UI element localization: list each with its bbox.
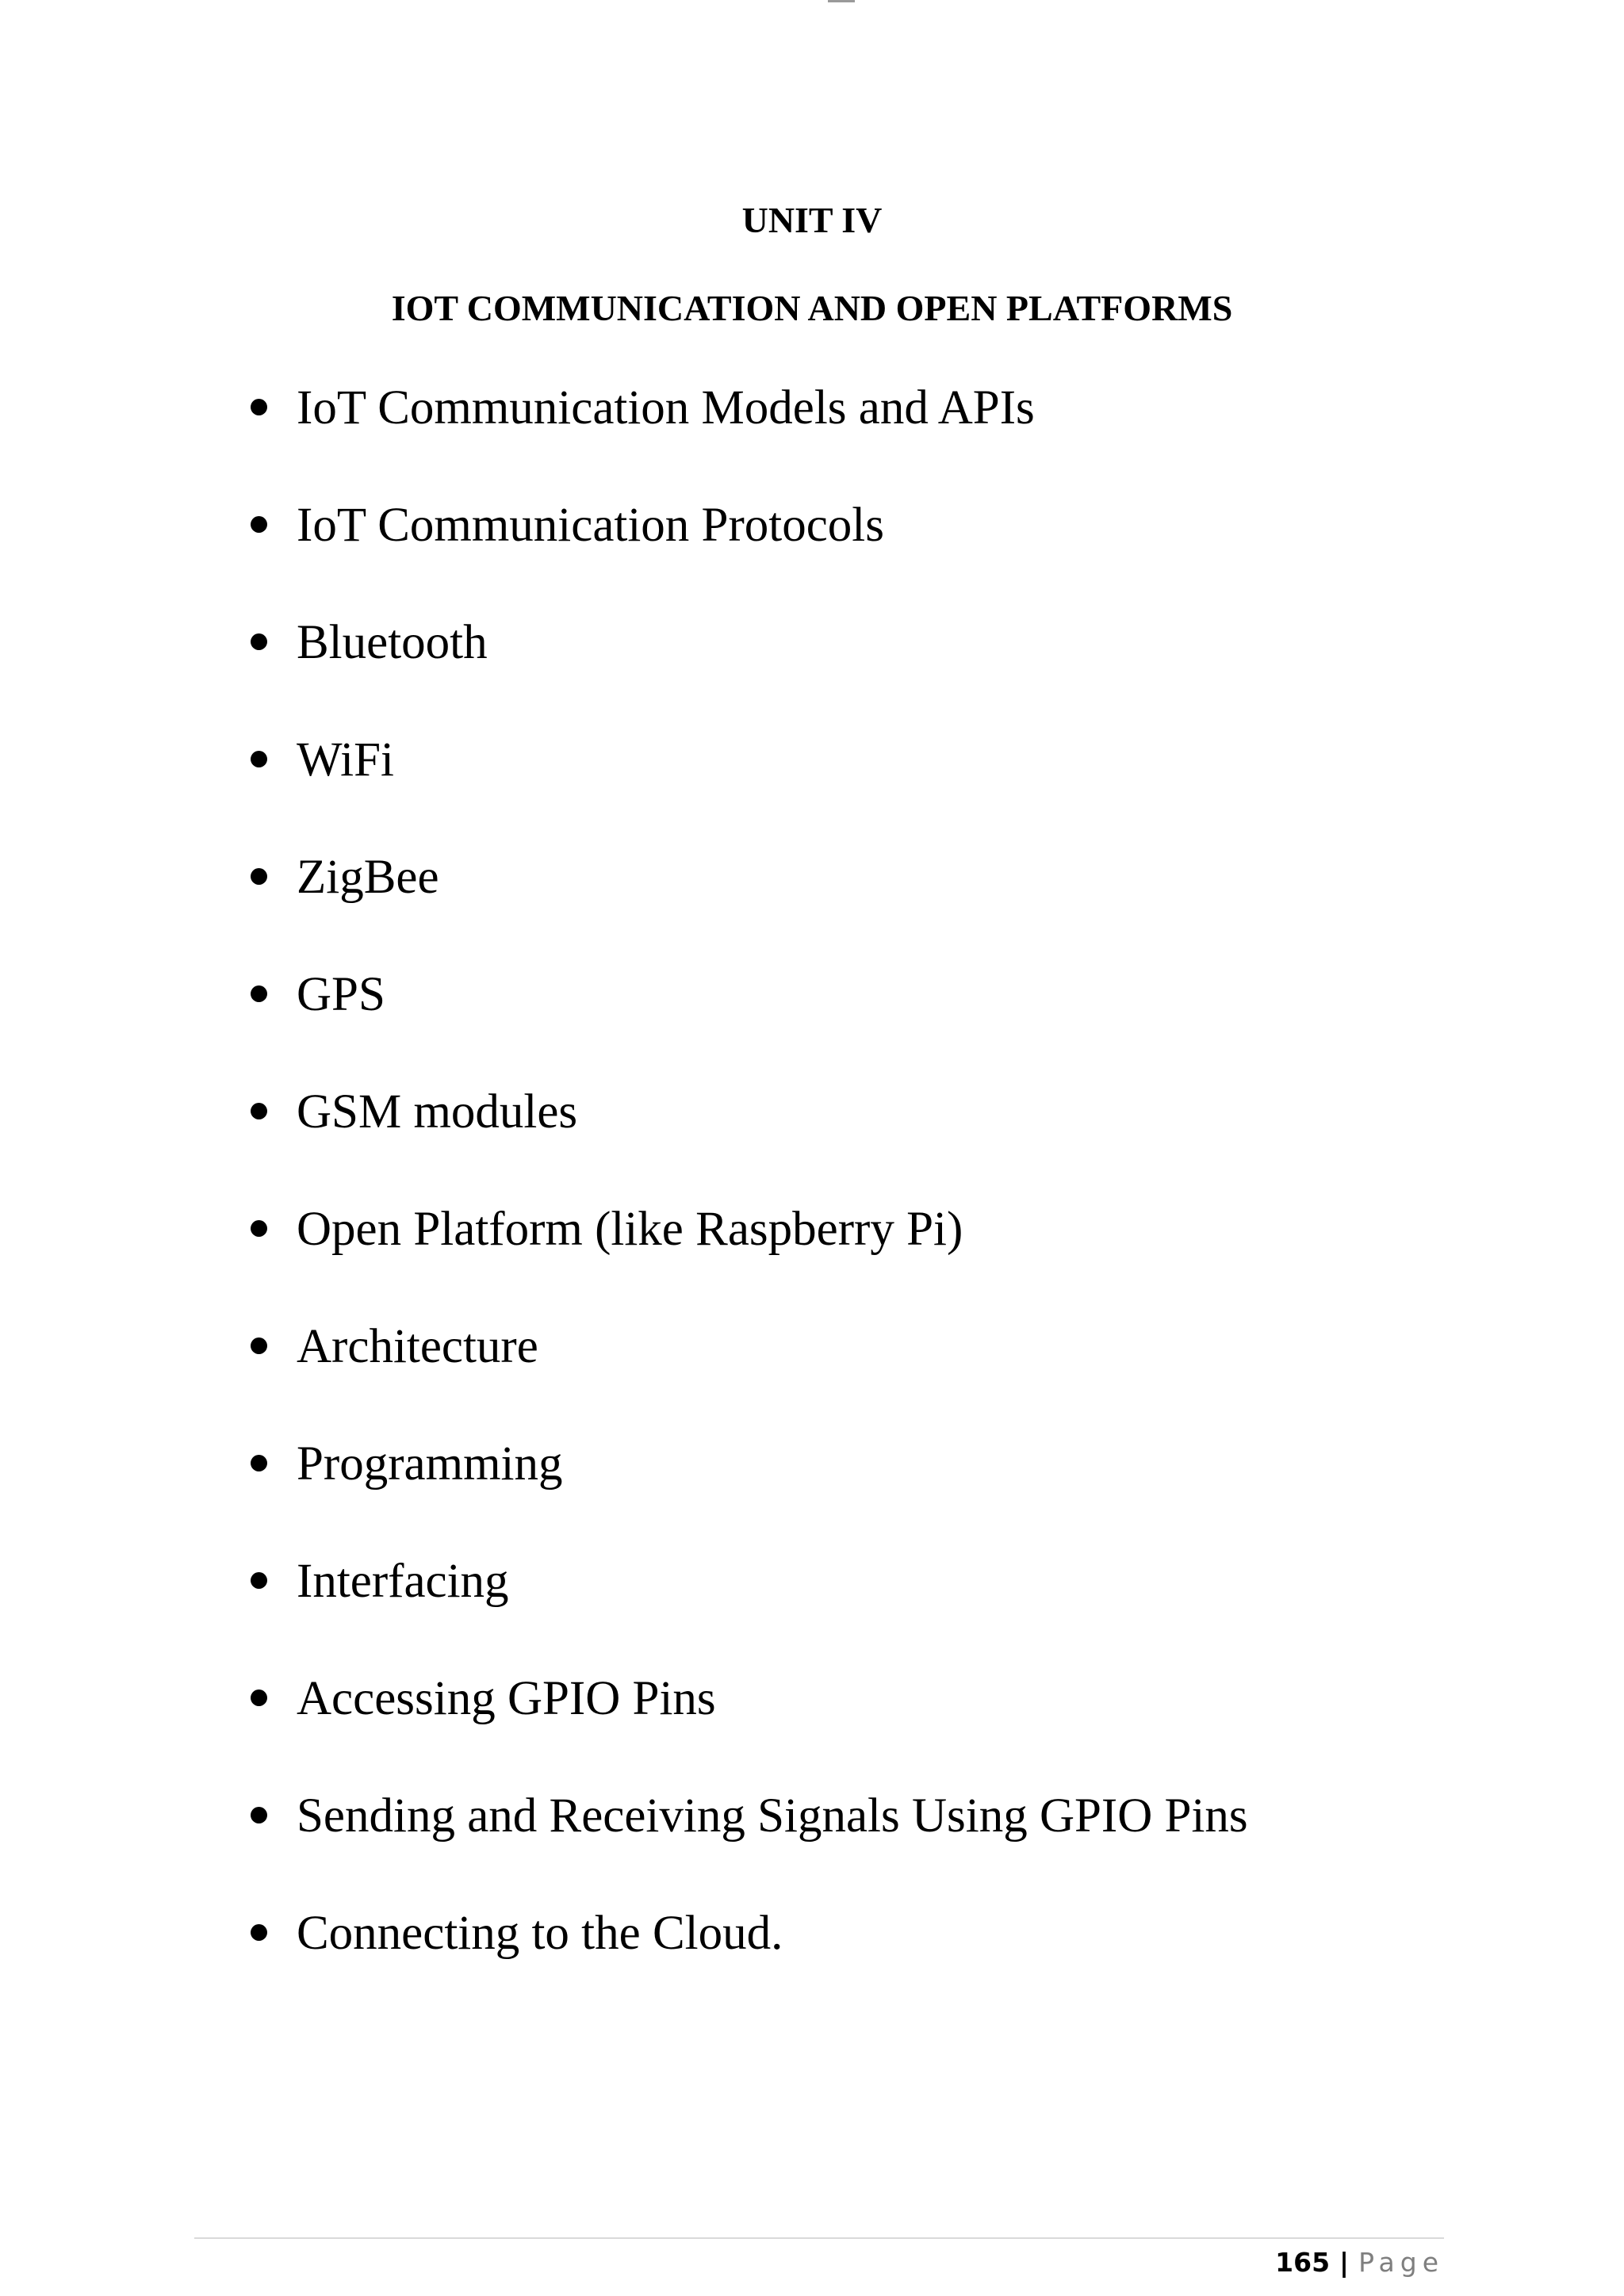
- topic-list: [249, 373, 1248, 2015]
- bullet-icon: [251, 751, 267, 767]
- list-item-text: Accessing GPIO Pins: [297, 1672, 716, 1725]
- bullet-icon: [251, 399, 267, 415]
- list-item: [249, 1311, 1248, 1429]
- footer-separator: |: [1339, 2247, 1350, 2278]
- list-item-text: WiFi: [297, 733, 394, 786]
- bullet-icon: [251, 1689, 267, 1706]
- list-item: [249, 373, 1248, 490]
- list-item-text: Bluetooth: [297, 616, 488, 669]
- list-item: [249, 607, 1248, 725]
- list-item: [249, 1663, 1248, 1781]
- bullet-icon: [251, 1455, 267, 1471]
- list-item-text: GSM modules: [297, 1085, 578, 1138]
- bullet-icon: [251, 985, 267, 1002]
- page-label: Page: [1358, 2247, 1444, 2278]
- bullet-icon: [251, 1807, 267, 1823]
- bullet-icon: [251, 633, 267, 650]
- bullet-icon: [251, 1572, 267, 1589]
- list-item-text: ZigBee: [297, 851, 439, 904]
- unit-heading: UNIT IV: [741, 200, 883, 240]
- list-item: [249, 1781, 1248, 1898]
- list-item-text: Sending and Receiving Signals Using GPIO Pins: [297, 1789, 1248, 1843]
- bullet-icon: [251, 868, 267, 885]
- list-item-text: Connecting to the Cloud.: [297, 1907, 783, 1960]
- list-item: [249, 959, 1248, 1077]
- section-heading: IOT COMMUNICATION AND OPEN PLATFORMS: [391, 288, 1233, 328]
- list-item-text: IoT Communication Models and APIs: [297, 381, 1035, 434]
- list-item: [249, 842, 1248, 959]
- list-item-text: Interfacing: [297, 1555, 509, 1608]
- list-item: [249, 1898, 1248, 2015]
- list-item: [249, 725, 1248, 842]
- list-item: [249, 1077, 1248, 1194]
- list-item: [249, 1194, 1248, 1311]
- footer-divider: [194, 2237, 1444, 2239]
- page-footer: [1275, 2244, 1444, 2282]
- bullet-icon: [251, 1220, 267, 1237]
- list-item-text: Open Platform (like Raspberry Pi): [297, 1203, 963, 1256]
- top-edge-mark: [828, 0, 855, 2]
- list-item-text: GPS: [297, 968, 385, 1021]
- bullet-icon: [251, 1103, 267, 1119]
- bullet-icon: [251, 1924, 267, 1941]
- list-item: [249, 1546, 1248, 1663]
- list-item-text: IoT Communication Protocols: [297, 499, 884, 552]
- bullet-icon: [251, 516, 267, 533]
- list-item-text: Architecture: [297, 1320, 538, 1373]
- bullet-icon: [251, 1337, 267, 1354]
- list-item-text: Programming: [297, 1437, 563, 1490]
- list-item: [249, 490, 1248, 607]
- list-item: [249, 1429, 1248, 1546]
- page-number: 165: [1275, 2247, 1331, 2278]
